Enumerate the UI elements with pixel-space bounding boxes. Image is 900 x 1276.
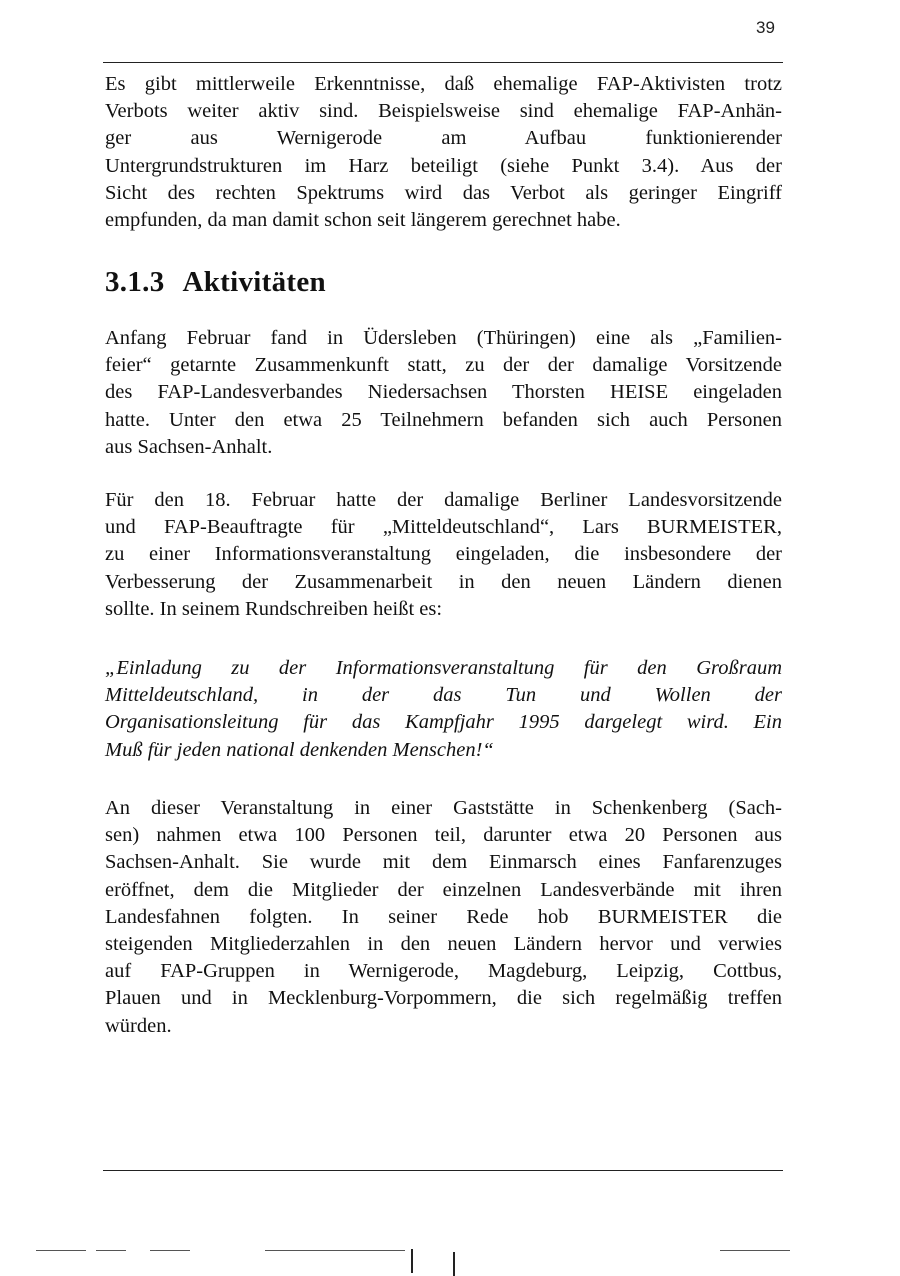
paragraph-line: und FAP-Beauftragte für „Mitteldeutschland“, Lars BURMEISTER, [105,516,782,539]
paragraph-line: aus Sachsen-Anhalt. [105,435,273,458]
paragraph-line: eröffnet, dem die Mitglieder der einzelnen Landesverbände mit ihren [105,878,782,901]
paragraph-line: auf FAP-Gruppen in Wernigerode, Magdeburg, Leipzig, Cottbus, [105,960,782,983]
paragraph-line: Anfang Februar fand in Üdersleben (Thüringen) eine als „Familien- [105,327,782,349]
paragraph-schenkenberg [105,795,782,1040]
scan-mark [36,1250,86,1251]
paragraph-line: Verbots weiter aktiv sind. Beispielsweise sind ehemalige FAP-Anhän- [105,100,782,123]
paragraph-line: Plauen und in Mecklenburg-Vorpommern, die sich regelmäßig treffen [105,987,782,1010]
paragraph-line: Sicht des rechten Spektrums wird das Verbot als geringer Eingriff [105,181,782,204]
paragraph-line: Es gibt mittlerweile Erkenntnisse, daß ehemalige FAP-Aktivisten trotz [105,73,782,95]
quote-line: Mitteldeutschland, in der das Tun und Wollen der [105,684,782,707]
scan-mark [150,1250,190,1251]
paragraph-line: An dieser Veranstaltung in einer Gaststätte in Schenkenberg (Sach- [105,797,782,819]
paragraph-line: Sachsen-Anhalt. Sie wurde mit dem Einmarsch eines Fanfarenzuges [105,851,782,874]
quote-line: Muß für jeden national denkenden Menschen!“ [105,738,494,761]
scan-mark [720,1250,790,1251]
block-quote [105,655,782,764]
paragraph-line: Untergrundstrukturen im Harz beteiligt (siehe Punkt 3.4). Aus der [105,154,782,177]
paragraph-line: sen) nahmen etwa 100 Personen teil, darunter etwa 20 Personen aus [105,824,782,847]
page-number: 39 [756,18,775,37]
scan-mark [265,1250,405,1251]
paragraph-line: sollte. In seinem Rundschreiben heißt es: [105,597,443,620]
footer-rule [103,1170,783,1171]
paragraph-line: empfunden, da man damit schon seit längerem gerechnet habe. [105,209,621,232]
quote-line: Organisationsleitung für das Kampfjahr 1995 dargelegt wird. Ein [105,711,782,734]
paragraph-line: zu einer Informationsveranstaltung eingeladen, die insbesondere der [105,543,782,566]
paragraph-line: Landesfahnen folgten. In seiner Rede hob BURMEISTER die [105,905,782,928]
section-title: Aktivitäten [182,266,326,298]
paragraph-line: Verbesserung der Zusammenarbeit in den neuen Ländern dienen [105,570,782,593]
scan-mark [96,1250,126,1251]
paragraph-fap-aktivisten [105,71,782,234]
scan-footer-marks [0,1244,900,1274]
paragraph-line: Für den 18. Februar hatte der damalige Berliner Landesvorsitzende [105,489,782,511]
section-heading [105,266,326,299]
scan-mark [453,1252,455,1276]
paragraph-uedersleben [105,325,782,461]
paragraph-line: ger aus Wernigerode am Aufbau funktionierender [105,127,782,150]
header-rule [103,62,783,63]
paragraph-line: steigenden Mitgliederzahlen in den neuen Ländern hervor und verwies [105,933,782,956]
paragraph-informationsveranstaltung [105,487,782,623]
quote-line: „Einladung zu der Informationsveranstaltung für den Großraum [105,657,782,679]
section-number: 3.1.3 [105,266,165,298]
paragraph-line: hatte. Unter den etwa 25 Teilnehmern befanden sich auch Personen [105,408,782,431]
scan-mark [411,1249,413,1273]
paragraph-line: würden. [105,1014,172,1037]
paragraph-line: des FAP-Landesverbandes Niedersachsen Thorsten HEISE eingeladen [105,381,782,404]
paragraph-line: feier“ getarnte Zusammenkunft statt, zu der der damalige Vorsitzende [105,354,782,377]
